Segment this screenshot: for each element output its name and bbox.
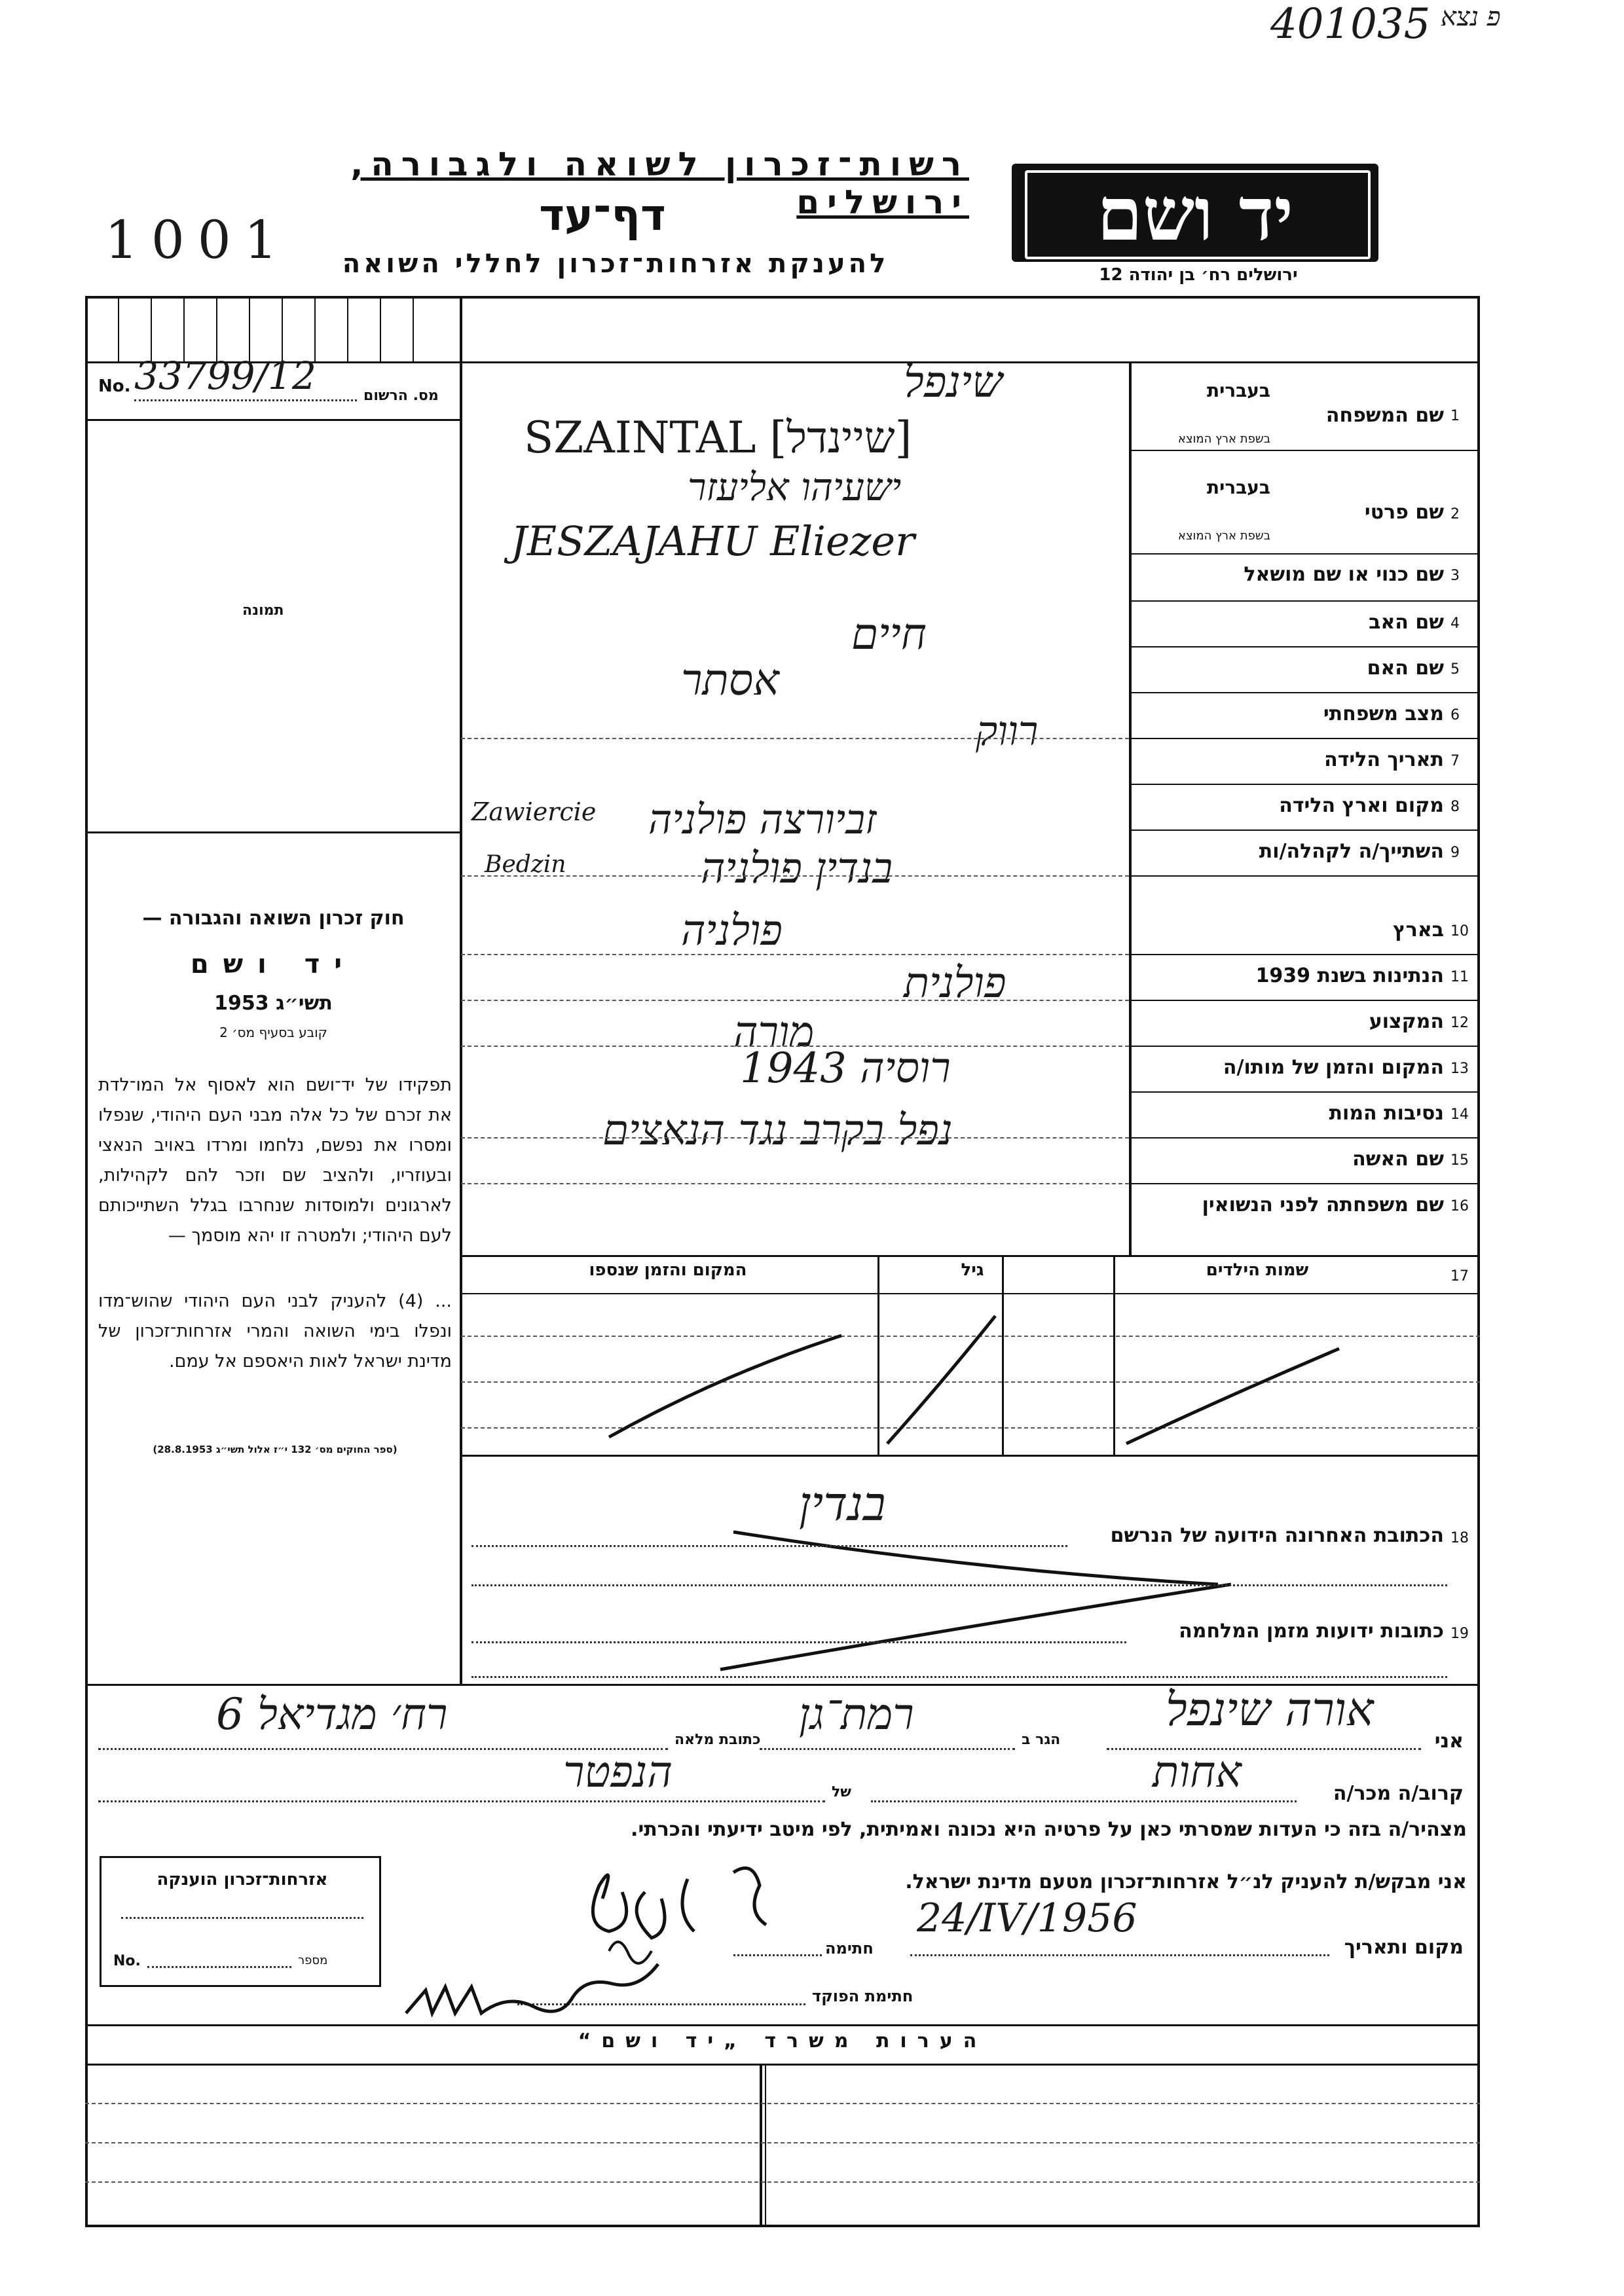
field-1-foreign-tag: בשפת ארץ המוצא — [1177, 432, 1270, 446]
archive-number: 401035 — [1270, 0, 1431, 48]
field-5-label: שם האם — [1367, 657, 1444, 680]
decl-relation-label: קרוב/ה מכר/ה — [1333, 1782, 1464, 1805]
field-19-number: 19 — [1450, 1626, 1469, 1642]
authority-title: רשות־זכרון לשואה ולגבורה, ירושלים — [350, 145, 969, 221]
field-10-label: בארץ — [1392, 919, 1444, 941]
field-17-number: 17 — [1450, 1268, 1469, 1285]
field-13-label: המקום והזמן של מותו/ה — [1223, 1056, 1444, 1079]
law-paragraph: תפקידו של יד־ושם הוא לאסוף אל המו־לדת את זכרם של כל אלה מבני העם היהודי, שנפלו ומסרו את נפשם, נלחמו ומרדו באויב הנאצי ובעוזריו, ולהציב שם וזכר להם לקהילות, לארגונים ולמוסדות שנחרבו בגלל השתייכותם לעם היהודי; ולמטרה זו יהא מוסמך — — [98, 1075, 452, 1246]
field-9-value-latin: Bedzin — [485, 851, 566, 878]
field-9-value: בנדין פולניה — [701, 845, 893, 893]
field-1-label: שם המשפחה — [1325, 404, 1444, 427]
field-12-number: 12 — [1450, 1015, 1469, 1031]
field-8-label: מקום וארץ הלידה — [1279, 794, 1444, 817]
children-col-age: גיל — [961, 1260, 984, 1280]
logo-address: ירושלים רח׳ בן יהודה 12 — [1099, 265, 1298, 285]
field-14-number: 14 — [1450, 1106, 1469, 1123]
field-8-value: זביורצה פולניה — [648, 795, 877, 843]
children-col-place: המקום והזמן שנספו — [589, 1260, 747, 1280]
field-15-number: 15 — [1450, 1152, 1469, 1169]
field-3-number: 3 — [1450, 568, 1460, 584]
field-14-value: נפל בקרב נגד הנאצים — [602, 1106, 953, 1155]
field-19-label: כתובות ידועות מזמן המלחמה — [1179, 1620, 1444, 1643]
field-18-value: בנדין — [799, 1476, 886, 1531]
field-1-value-foreign: SZAINTAL [שיינדל] — [524, 412, 912, 463]
field-18-label: הכתובת האחרונה הידועה של הנרשם — [1110, 1524, 1444, 1547]
field-1-hebrew-tag: בעברית — [1206, 380, 1270, 401]
field-3-label: שם כנוי או שם מושאל — [1244, 563, 1444, 586]
decl-place-date: 24/IV/1956 — [917, 1895, 1137, 1941]
field-9-label: השתייך/ה לקהלה/ות — [1259, 840, 1444, 863]
field-10-value: פולניה — [681, 907, 783, 955]
field-2-value-foreign: JESZAJAHU Eliezer — [511, 517, 915, 565]
decl-address: רח׳ מגדיאל 6 — [216, 1689, 448, 1740]
field-5-number: 5 — [1450, 661, 1460, 678]
field-6-value: רווק — [976, 707, 1039, 755]
field-11-value: פולנית — [904, 959, 1006, 1008]
field-7-number: 7 — [1450, 753, 1460, 769]
law-title: חוק זכרון השואה והגבורה — — [142, 907, 405, 930]
registration-no-label: No. — [98, 376, 131, 396]
field-8-value-latin: Zawiercie — [471, 797, 597, 826]
decl-of-label: של — [832, 1784, 851, 1800]
field-12-label: המקצוע — [1369, 1010, 1444, 1033]
form-subtitle: להענקת אזרחות־זכרון לחללי השואה — [342, 249, 889, 279]
decl-resident-label: הגר ב — [1022, 1732, 1061, 1748]
field-1-value-hebrew: שינפל — [904, 357, 1003, 407]
field-11-label: הנתינות בשנת 1939 — [1255, 964, 1444, 987]
field-15-label: שם האשה — [1352, 1148, 1444, 1171]
field-14-label: נסיבות המות — [1329, 1102, 1444, 1125]
form-title: דף־עד — [539, 190, 666, 240]
field-8-number: 8 — [1450, 799, 1460, 815]
law-clause: קובע בסעיף מס׳ 2 — [219, 1025, 327, 1040]
citizenship-no-label: No. — [113, 1953, 141, 1969]
field-16-number: 16 — [1450, 1198, 1469, 1214]
photo-label: תמונה — [242, 602, 284, 619]
field-4-value: חיים — [851, 609, 927, 659]
field-13-value: רוסיה 1943 — [740, 1044, 951, 1093]
field-13-number: 13 — [1450, 1061, 1469, 1077]
field-1-number: 1 — [1450, 408, 1460, 424]
field-2-foreign-tag: בשפת ארץ המוצא — [1177, 529, 1270, 543]
field-2-value-hebrew: ישעיהו אליעזר — [688, 465, 902, 509]
decl-address-label: כתובת מלאה — [674, 1732, 761, 1748]
field-11-number: 11 — [1450, 969, 1469, 985]
children-col-names: שמות הילדים — [1206, 1260, 1309, 1280]
field-2-hebrew-tag: בעברית — [1206, 477, 1270, 498]
field-7-label: תאריך הלידה — [1324, 748, 1444, 771]
field-18-number: 18 — [1450, 1530, 1469, 1546]
field-4-number: 4 — [1450, 615, 1460, 632]
law-name: יד ושם — [190, 949, 357, 979]
registration-value: 33799/12 — [134, 354, 316, 398]
decl-place-date-label: מקום ותאריך — [1344, 1936, 1464, 1959]
citizenship-number-label: מספר — [298, 1954, 328, 1967]
decl-statement: מצהיר/ה בזה כי העדות שמסרתי כאן על פרטיה היא נכונה ואמיתית, לפי מיטב ידיעתי והכרתי. — [631, 1818, 1467, 1841]
decl-request: אני מבקש/ת להעניק לנ״ל אזרחות־זכרון מטעם מדינת ישראל. — [905, 1870, 1467, 1893]
decl-city: רמת־גן — [799, 1689, 914, 1740]
archive-note: פ נצא — [1441, 2, 1501, 32]
logo-text: יד ושם — [1096, 172, 1294, 257]
field-2-number: 2 — [1450, 506, 1460, 522]
field-9-number: 9 — [1450, 845, 1460, 861]
decl-relation: אחות — [1153, 1747, 1242, 1797]
law-citation: (ספר החוקים מס׳ 132 י״ז אלול תשי״ג 28.8.1953) — [153, 1444, 397, 1455]
decl-deceased: הנפטר — [563, 1747, 673, 1797]
remarks-title: הערות משרד „יד ושם“ — [578, 2030, 987, 2052]
field-12-value: מורה — [733, 1008, 815, 1057]
serial-number: 1001 — [105, 210, 291, 270]
field-4-label: שם האב — [1369, 611, 1444, 634]
decl-signature-label: חתימה — [825, 1939, 874, 1958]
field-2-label: שם פרטי — [1364, 501, 1444, 524]
field-10-number: 10 — [1450, 923, 1469, 939]
field-6-number: 6 — [1450, 707, 1460, 723]
decl-officer-label: חתימת הפוקד — [812, 1987, 913, 2005]
law-year: תשי״ג 1953 — [214, 992, 333, 1015]
field-16-label: שם משפחתה לפני הנשואין — [1202, 1194, 1444, 1216]
decl-ani: אני — [1434, 1730, 1464, 1753]
decl-declarant: אורה שינפל — [1166, 1683, 1374, 1736]
field-5-value: אסתר — [681, 655, 779, 705]
registration-label: מס. הרשום — [363, 388, 439, 404]
citizenship-box — [100, 1856, 381, 1987]
law-paragraph-2: ... (4) להעניק לבני העם היהודי שהוש־מדו ונפלו בימי השואה והמרי אזרחות־זכרון של מדינת ישראל לאות היאספם אל עמם. — [98, 1291, 452, 1372]
citizenship-box-title: אזרחות־זכרון הוענקה — [157, 1870, 328, 1889]
field-6-label: מצב משפחתי — [1323, 702, 1444, 725]
